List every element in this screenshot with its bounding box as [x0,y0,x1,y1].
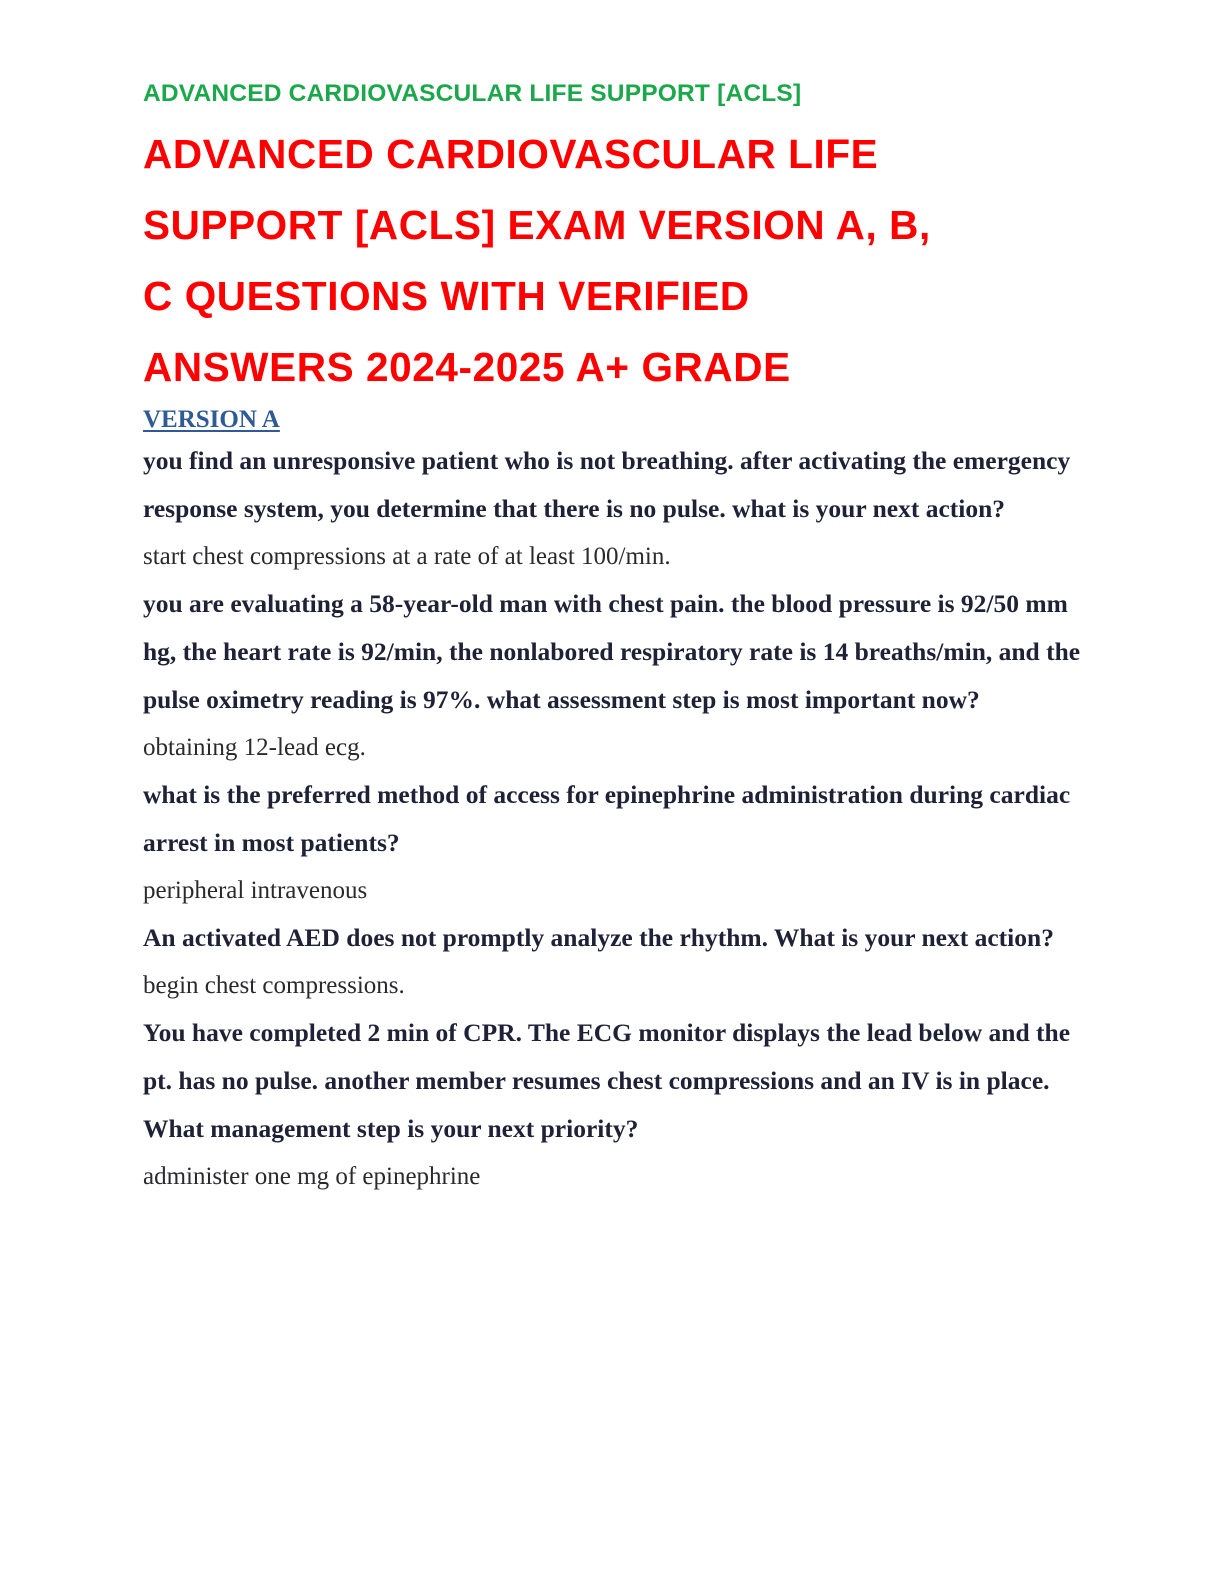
answer-text: begin chest compressions. [143,972,405,999]
version-heading: VERSION A [143,406,280,433]
title-line: SUPPORT [ACLS] EXAM VERSION A, B, [143,202,931,248]
qa-item [143,771,1083,914]
title-line: C QUESTIONS WITH VERIFIED [143,273,750,319]
answer-text: peripheral intravenous [143,877,368,904]
page-content [143,76,1083,1200]
title-line: ANSWERS 2024-2025 A+ GRADE [143,344,791,390]
answer-text: obtaining 12-lead ecg. [143,734,366,761]
qa-list [143,437,1083,1200]
qa-item [143,437,1083,580]
qa-item [143,580,1083,771]
question-text: you are evaluating a 58-year-old man with chest pain. the blood pressure is 92/50 mm hg, the heart rate is 92/min, the nonlabored respiratory rate is 14 breaths/min, and the pulse oximetry reading is 97%. what assessment step is most important now? [143,589,1081,714]
answer-text: administer one mg of epinephrine [143,1163,481,1190]
question-text: You have completed 2 min of CPR. The ECG monitor displays the lead below and the pt. has no pulse. another member resumes chest compressions and an IV is in place. What management step is your next priority? [143,1018,1071,1143]
document-title [143,119,1083,403]
question-text: An activated AED does not promptly analyze the rhythm. What is your next action? [143,923,1054,952]
title-line: ADVANCED CARDIOVASCULAR LIFE [143,131,879,177]
answer-text: start chest compressions at a rate of at least 100/min. [143,543,671,570]
question-text: you find an unresponsive patient who is not breathing. after activating the emergency response system, you determine that there is no pulse. what is your next action? [143,446,1071,523]
qa-item [143,1009,1083,1200]
qa-item [143,914,1083,1009]
question-text: what is the preferred method of access for epinephrine administration during cardiac arrest in most patients? [143,780,1071,857]
document-header: ADVANCED CARDIOVASCULAR LIFE SUPPORT [ACLS] [143,80,802,107]
